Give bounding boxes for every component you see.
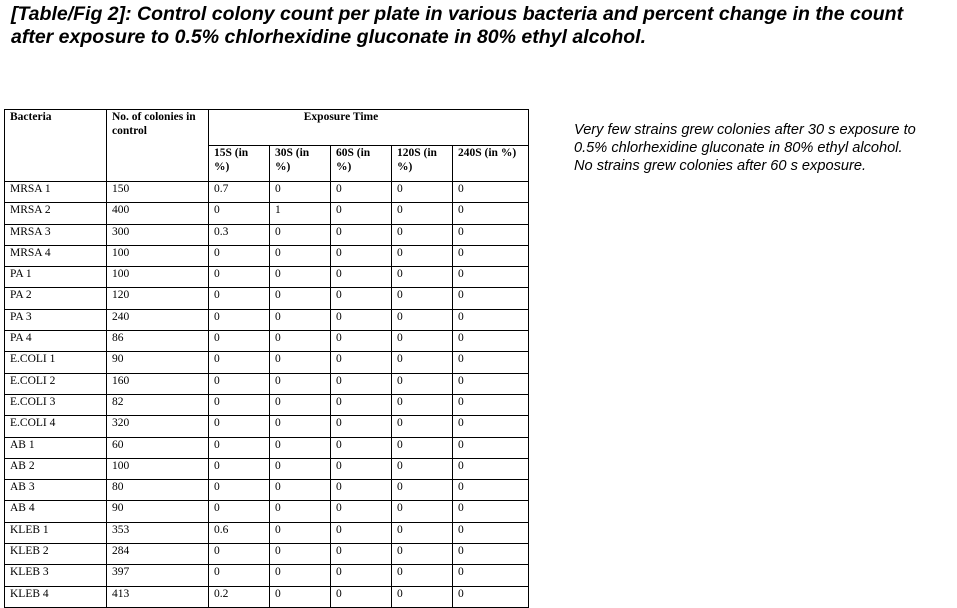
table-row [5,352,529,373]
control-count-cell: 82 [107,394,209,415]
exposure-value-cell: 0 [331,437,392,458]
table-row [5,501,529,522]
exposure-value-cell: 0 [209,203,270,224]
exposure-value-cell: 0 [453,309,529,330]
exposure-value-cell: 0 [209,394,270,415]
control-count-cell: 284 [107,544,209,565]
header-exposure-time: Exposure Time [209,110,529,146]
bacteria-cell: KLEB 4 [5,586,107,607]
exposure-value-cell: 0 [331,522,392,543]
exposure-value-cell: 0 [392,331,453,352]
exposure-value-cell: 0 [331,373,392,394]
exposure-value-cell: 0 [209,288,270,309]
exposure-value-cell: 0 [270,416,331,437]
control-count-cell: 60 [107,437,209,458]
table-row [5,522,529,543]
exposure-value-cell: 0 [331,267,392,288]
exposure-value-cell: 0 [209,267,270,288]
exposure-value-cell: 0 [331,586,392,607]
table-row [5,586,529,607]
exposure-value-cell: 0 [209,309,270,330]
exposure-value-cell: 0 [392,288,453,309]
exposure-value-cell: 0 [392,309,453,330]
exposure-value-cell: 0 [453,416,529,437]
exposure-value-cell: 0 [209,458,270,479]
exposure-value-cell: 0 [392,267,453,288]
bacteria-cell: MRSA 2 [5,203,107,224]
exposure-value-cell: 0.3 [209,224,270,245]
exposure-value-cell: 0 [270,565,331,586]
exposure-value-cell: 0 [453,245,529,266]
exposure-value-cell: 0 [331,458,392,479]
header-exposure-1: 30S (in %) [270,146,331,182]
header-bacteria: Bacteria [5,110,107,182]
exposure-value-cell: 0.7 [209,182,270,203]
exposure-value-cell: 0 [331,182,392,203]
exposure-value-cell: 0 [392,522,453,543]
control-count-cell: 320 [107,416,209,437]
exposure-value-cell: 0 [331,480,392,501]
exposure-value-cell: 0 [331,501,392,522]
exposure-value-cell: 0 [453,224,529,245]
header-exposure-2: 60S (in %) [331,146,392,182]
exposure-value-cell: 0 [331,544,392,565]
exposure-value-cell: 0 [270,458,331,479]
table-row [5,437,529,458]
control-count-cell: 397 [107,565,209,586]
table-row [5,373,529,394]
table-row [5,309,529,330]
control-count-cell: 80 [107,480,209,501]
exposure-value-cell: 0 [453,437,529,458]
exposure-value-cell: 0 [453,373,529,394]
exposure-value-cell: 0 [270,373,331,394]
exposure-value-cell: 0 [331,224,392,245]
exposure-value-cell: 0 [453,288,529,309]
table-row [5,288,529,309]
exposure-value-cell: 0 [270,522,331,543]
exposure-value-cell: 0 [392,182,453,203]
table-row [5,182,529,203]
control-count-cell: 90 [107,352,209,373]
exposure-value-cell: 0 [270,267,331,288]
table-row [5,565,529,586]
bacteria-cell: KLEB 3 [5,565,107,586]
exposure-value-cell: 0 [331,203,392,224]
exposure-value-cell: 0 [270,309,331,330]
exposure-value-cell: 0 [392,245,453,266]
control-count-cell: 150 [107,182,209,203]
exposure-value-cell: 0 [209,544,270,565]
exposure-value-cell: 0 [270,586,331,607]
bacteria-cell: E.COLI 1 [5,352,107,373]
exposure-value-cell: 0.6 [209,522,270,543]
bacteria-cell: E.COLI 2 [5,373,107,394]
bacteria-cell: MRSA 4 [5,245,107,266]
bacteria-cell: E.COLI 4 [5,416,107,437]
control-count-cell: 100 [107,458,209,479]
exposure-value-cell: 0 [331,245,392,266]
table-row [5,224,529,245]
exposure-value-cell: 0 [392,565,453,586]
exposure-value-cell: 0 [392,203,453,224]
bacteria-cell: PA 3 [5,309,107,330]
exposure-value-cell: 0 [453,501,529,522]
exposure-value-cell: 0 [270,394,331,415]
control-count-cell: 300 [107,224,209,245]
exposure-value-cell: 0 [209,373,270,394]
bacteria-cell: PA 4 [5,331,107,352]
exposure-value-cell: 0 [270,331,331,352]
exposure-value-cell: 0 [270,501,331,522]
exposure-value-cell: 0 [392,437,453,458]
bacteria-cell: PA 1 [5,267,107,288]
exposure-value-cell: 0 [453,203,529,224]
exposure-value-cell: 0.2 [209,586,270,607]
exposure-value-cell: 0 [270,182,331,203]
bacteria-cell: MRSA 3 [5,224,107,245]
exposure-value-cell: 0 [392,394,453,415]
exposure-value-cell: 0 [392,373,453,394]
exposure-value-cell: 0 [392,544,453,565]
bacteria-cell: AB 3 [5,480,107,501]
exposure-value-cell: 0 [453,544,529,565]
exposure-value-cell: 0 [331,565,392,586]
exposure-value-cell: 0 [453,458,529,479]
exposure-value-cell: 0 [392,501,453,522]
table-row [5,544,529,565]
control-count-cell: 90 [107,501,209,522]
bacteria-cell: AB 4 [5,501,107,522]
exposure-value-cell: 0 [209,437,270,458]
exposure-value-cell: 0 [331,288,392,309]
control-count-cell: 120 [107,288,209,309]
bacteria-cell: E.COLI 3 [5,394,107,415]
bacteria-cell: MRSA 1 [5,182,107,203]
control-count-cell: 160 [107,373,209,394]
exposure-value-cell: 0 [209,416,270,437]
exposure-value-cell: 0 [270,224,331,245]
table-row [5,480,529,501]
side-note: Very few strains grew colonies after 30 s exposure to 0.5% chlorhexidine gluconate in 80% ethyl alcohol. No strains grew colonies after 60 s exposure. [574,122,916,174]
exposure-value-cell: 0 [331,331,392,352]
control-count-cell: 100 [107,245,209,266]
exposure-value-cell: 0 [392,352,453,373]
exposure-value-cell: 0 [453,352,529,373]
colony-count-table [4,109,529,608]
bacteria-cell: AB 2 [5,458,107,479]
exposure-value-cell: 0 [453,565,529,586]
exposure-value-cell: 0 [270,480,331,501]
exposure-value-cell: 0 [453,480,529,501]
exposure-value-cell: 0 [270,352,331,373]
exposure-value-cell: 0 [270,245,331,266]
exposure-value-cell: 0 [209,480,270,501]
bacteria-cell: KLEB 1 [5,522,107,543]
exposure-value-cell: 0 [453,331,529,352]
table-row [5,394,529,415]
exposure-value-cell: 0 [209,565,270,586]
exposure-value-cell: 0 [331,416,392,437]
exposure-value-cell: 0 [392,480,453,501]
exposure-value-cell: 0 [453,182,529,203]
bacteria-cell: PA 2 [5,288,107,309]
exposure-value-cell: 0 [331,394,392,415]
exposure-value-cell: 0 [209,352,270,373]
exposure-value-cell: 0 [270,544,331,565]
control-count-cell: 353 [107,522,209,543]
header-exposure-4: 240S (in %) [453,146,529,182]
table-row [5,331,529,352]
exposure-value-cell: 0 [392,458,453,479]
header-exposure-3: 120S (in %) [392,146,453,182]
exposure-value-cell: 0 [209,331,270,352]
table-row [5,416,529,437]
exposure-value-cell: 0 [392,416,453,437]
control-count-cell: 240 [107,309,209,330]
control-count-cell: 413 [107,586,209,607]
table-row [5,458,529,479]
table-row [5,203,529,224]
exposure-value-cell: 0 [392,586,453,607]
exposure-value-cell: 0 [270,288,331,309]
exposure-value-cell: 0 [453,267,529,288]
bacteria-cell: KLEB 2 [5,544,107,565]
exposure-value-cell: 0 [209,245,270,266]
header-exposure-0: 15S (in %) [209,146,270,182]
control-count-cell: 86 [107,331,209,352]
exposure-value-cell: 0 [453,394,529,415]
header-control-colonies: No. of colonies in control [107,110,209,182]
figure-title: [Table/Fig 2]: Control colony count per plate in various bacteria and percent change in the count after exposure to 0.5% chlorhexidine gluconate in 80% ethyl alcohol. [11,3,904,48]
exposure-value-cell: 0 [331,352,392,373]
exposure-value-cell: 0 [209,501,270,522]
bacteria-cell: AB 1 [5,437,107,458]
exposure-value-cell: 0 [270,437,331,458]
exposure-value-cell: 1 [270,203,331,224]
control-count-cell: 100 [107,267,209,288]
exposure-value-cell: 0 [453,586,529,607]
control-count-cell: 400 [107,203,209,224]
table-row [5,245,529,266]
table-row [5,267,529,288]
exposure-value-cell: 0 [392,224,453,245]
exposure-value-cell: 0 [331,309,392,330]
exposure-value-cell: 0 [453,522,529,543]
